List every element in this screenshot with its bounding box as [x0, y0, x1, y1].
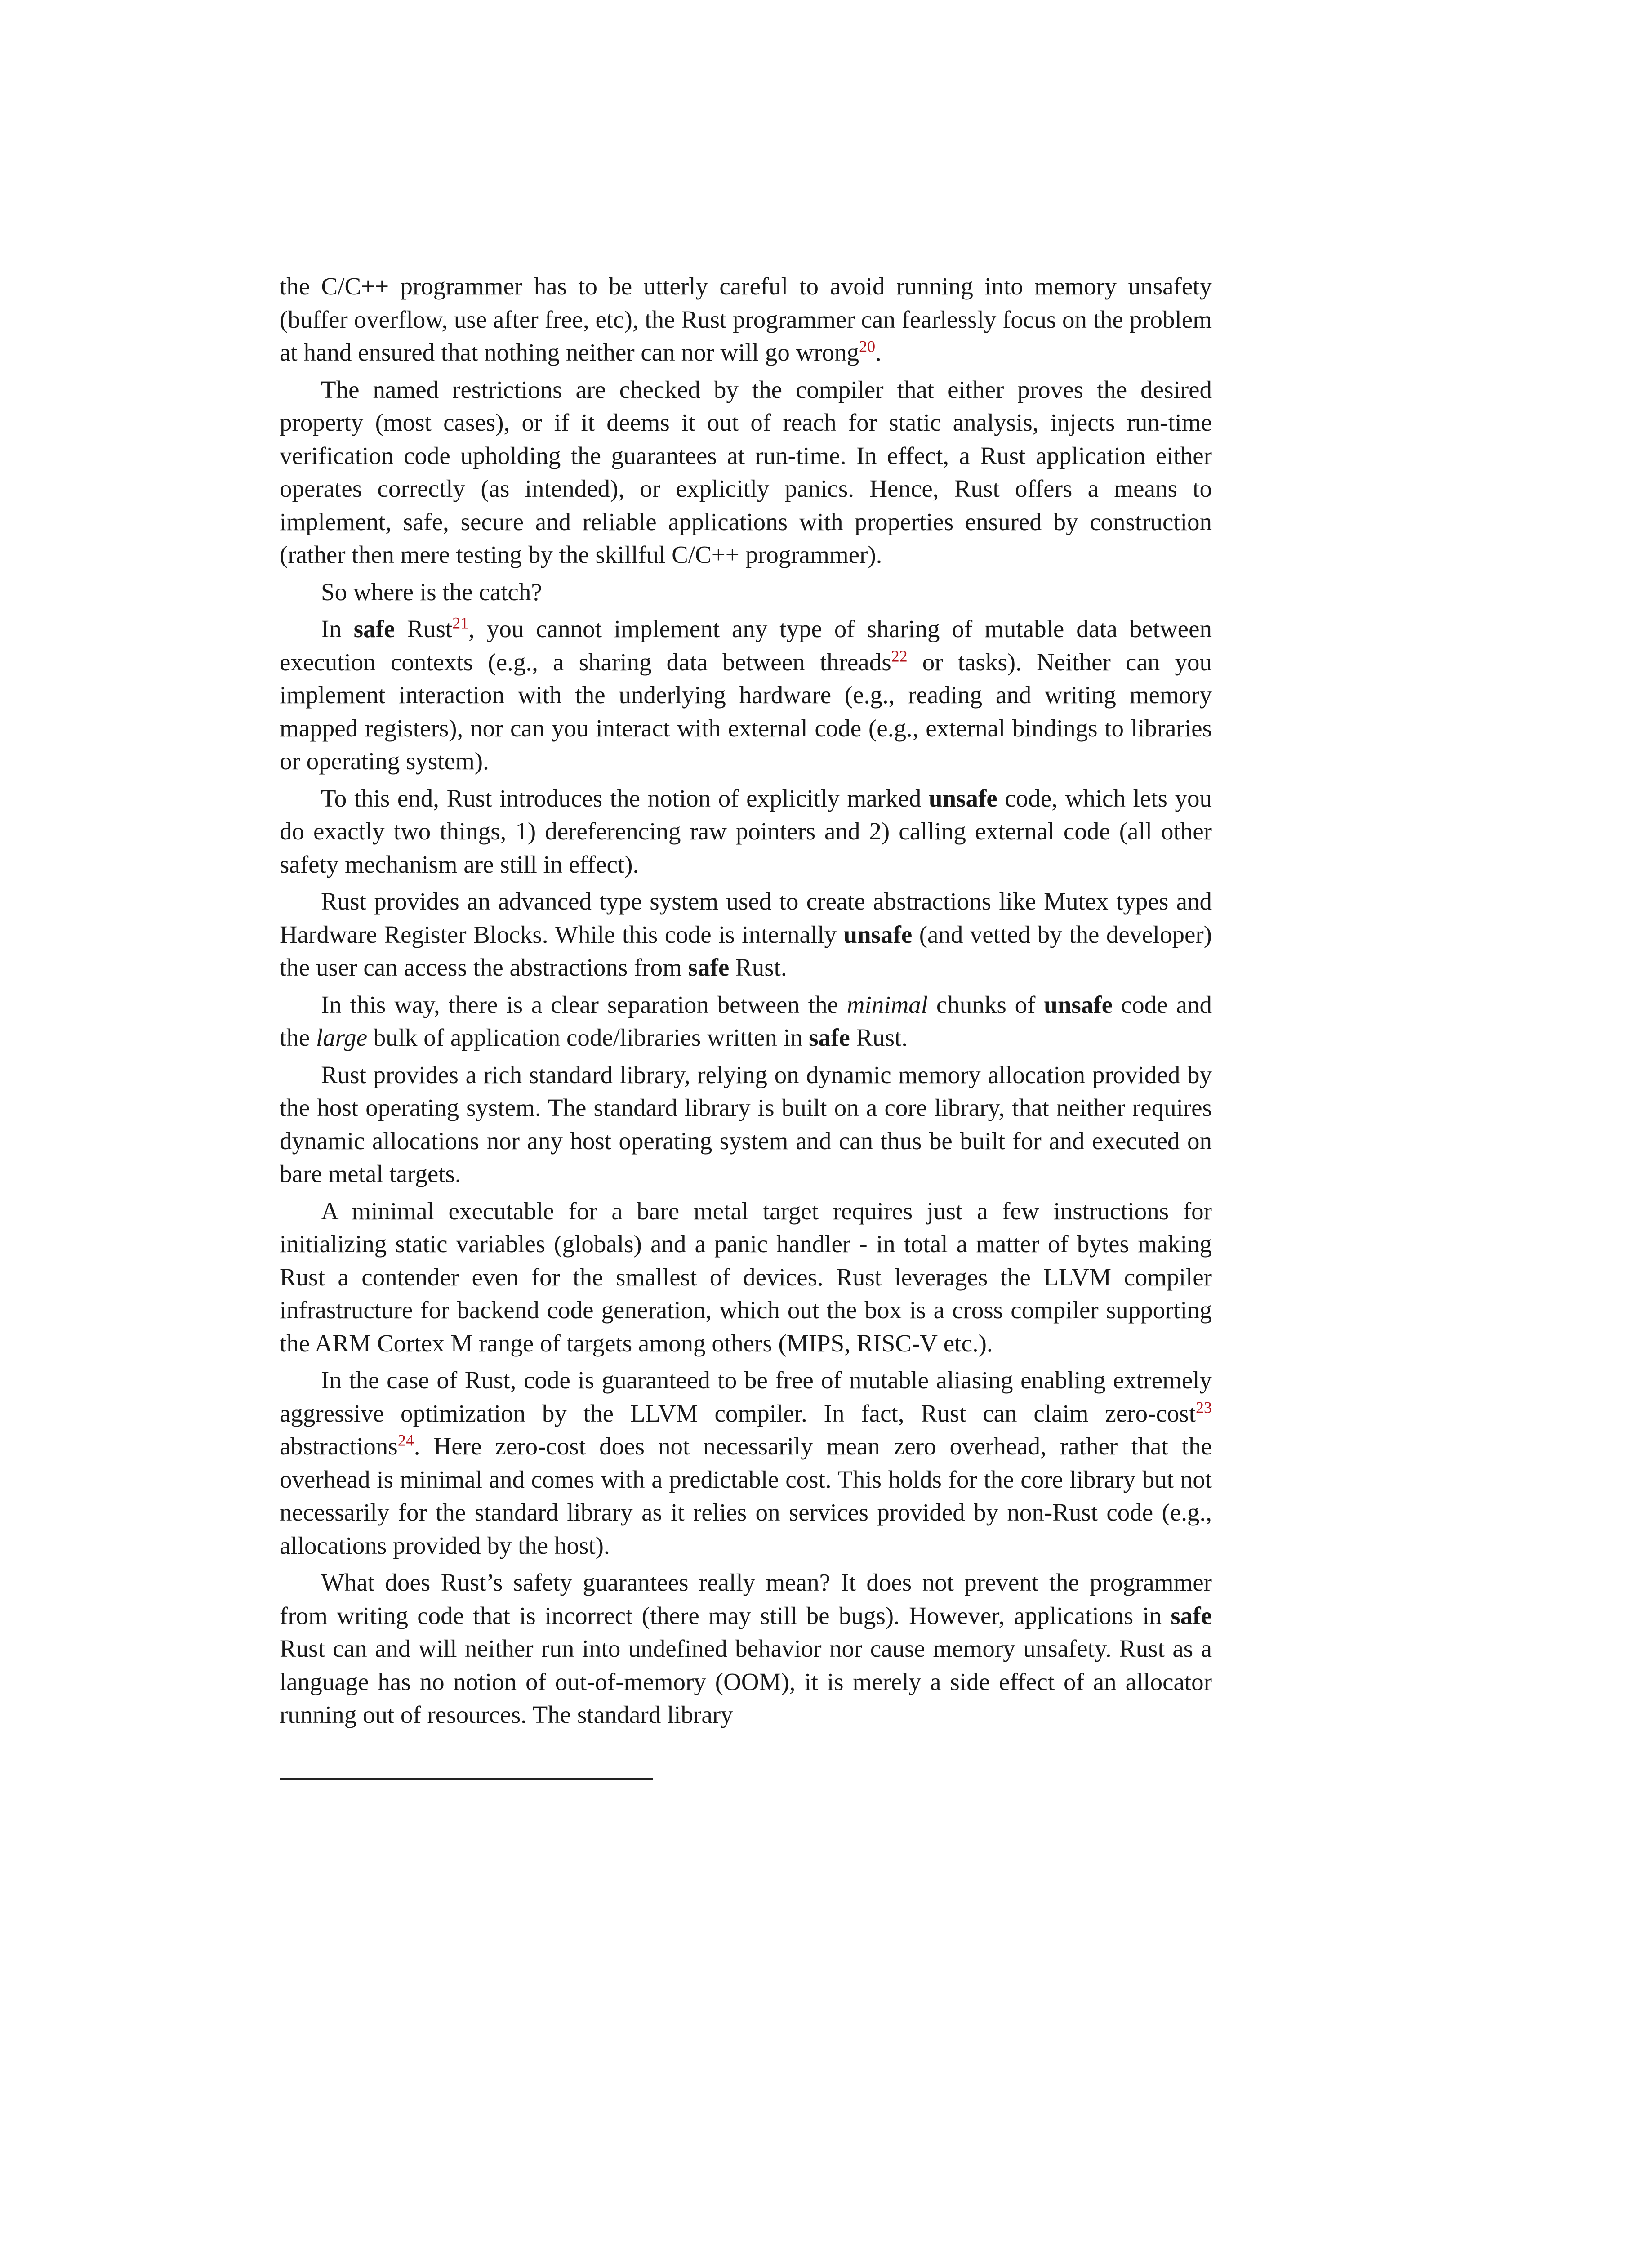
- paragraph-1-end: .: [875, 339, 882, 366]
- footnote-marker-21[interactable]: 21: [452, 614, 469, 632]
- paragraph-6-text: Rust.: [729, 954, 787, 981]
- paragraph-4-text: , you cannot implement any type of sharing of mutable data between execution contexts (e.g., a sharing data between threads: [280, 615, 1212, 676]
- paragraph-6-text: Rust provides an advanced type system used to create abstractions like Mutex types and Hardware Register Blocks. While this code is internally: [280, 888, 1212, 948]
- paragraph-1-text: the C/C++ programmer has to be utterly careful to avoid running into memory unsafety (buffer overflow, use after free, etc), the Rust programmer can fearlessly focus on the problem at hand ensured that nothing neither can nor will go wrong: [280, 272, 1212, 366]
- paragraph-7-text: Rust.: [850, 1024, 908, 1051]
- paragraph-2: The named restrictions are checked by the compiler that either proves the desired property (most cases), or if it deems it out of reach for static analysis, injects run-time verification code upholding the guarantees at run-time. In effect, a Rust application either operates correctly (as intended), or explicitly panics. Hence, Rust offers a means to implement, safe, secure and reliable applications with properties ensured by construction (rather then mere testing by the skillful C/C++ programmer).: [280, 375, 1212, 568]
- paragraph-6: [280, 885, 1212, 984]
- paragraph-11: [280, 1566, 1212, 1731]
- paragraph-11-text: What does Rust’s safety guarantees really mean? It does not prevent the programmer from writing code that is incorrect (there may still be bugs). However, applications in: [280, 1569, 1212, 1629]
- paragraph-5-text: code, which lets you do exactly two things, 1) dereferencing raw pointers and 2) calling external code (all other safety mechanism are still in effect).: [280, 784, 1212, 878]
- paragraph-10: [280, 1364, 1212, 1562]
- paragraph-5: [280, 782, 1212, 881]
- bold-unsafe: unsafe: [1044, 990, 1113, 1018]
- bold-safe: safe: [809, 1024, 850, 1051]
- bold-unsafe: unsafe: [843, 920, 913, 948]
- paragraph-7: [280, 988, 1212, 1054]
- italic-minimal: minimal: [846, 990, 928, 1018]
- footnote-marker-23[interactable]: 23: [1196, 1398, 1212, 1417]
- paragraph-7-text: In this way, there is a clear separation between the: [321, 990, 847, 1018]
- paragraph-7-text: bulk of application code/libraries written in: [367, 1024, 809, 1051]
- paragraph-8: Rust provides a rich standard library, relying on dynamic memory allocation provided by the host operating system. The standard library is built on a core library, that neither requires dynamic allocations nor any host operating system and can thus be built for and executed on bare metal targets.: [280, 1061, 1212, 1187]
- paragraph-10-text: abstractions: [280, 1432, 398, 1460]
- footnote-marker-20[interactable]: 20: [859, 337, 876, 356]
- paragraph-4-text: Rust: [395, 615, 453, 642]
- body-text: [280, 270, 1212, 1735]
- paragraph-10-text: . Here zero-cost does not necessarily mean zero overhead, rather that the overhead is minimal and comes with a predictable cost. This holds for the core library but not necessarily for the standard library as it relies on services provided by non-Rust code (e.g., allocations provided by the host).: [280, 1432, 1212, 1559]
- paragraph-7-text: code and the: [280, 990, 1212, 1051]
- bold-unsafe: unsafe: [928, 784, 997, 812]
- paragraph-4-text: or tasks). Neither can you implement interaction with the underlying hardware (e.g., reading and writing memory mapped registers), nor can you interact with external code (e.g., external bindings to libraries or operating system).: [280, 648, 1212, 775]
- bold-safe: safe: [353, 615, 395, 642]
- paragraph-3: So where is the catch?: [321, 578, 542, 606]
- bold-safe: safe: [688, 954, 730, 981]
- footnote-marker-24[interactable]: 24: [397, 1431, 414, 1450]
- paragraph-9: A minimal executable for a bare metal target requires just a few instructions for initializing static variables (globals) and a panic handler - in total a matter of bytes making Rust a contender even for the smallest of devices. Rust leverages the LLVM compiler infrastructure for backend code generation, which out the box is a cross compiler supporting the ARM Cortex M range of targets among others (MIPS, RISC-V etc.).: [280, 1197, 1212, 1357]
- paragraph-7-text: chunks of: [928, 990, 1044, 1018]
- paragraph-4-text: In: [321, 615, 354, 642]
- paragraph-5-text: To this end, Rust introduces the notion of explicitly marked: [321, 784, 929, 812]
- paragraph-11-text: Rust can and will neither run into undefined behavior nor cause memory unsafety. Rust as a language has no notion of out-of-memory (OOM), it is merely a side effect of an allocator running out of resources. The standard library: [280, 1635, 1212, 1728]
- footnote-marker-22[interactable]: 22: [891, 647, 908, 665]
- paragraph-6-text: (and vetted by the developer) the user can access the abstractions from: [280, 920, 1212, 981]
- bold-safe: safe: [1171, 1601, 1212, 1629]
- paragraph-4: [280, 612, 1212, 778]
- footnote-separator-rule: [280, 1778, 653, 1780]
- italic-large: large: [316, 1024, 368, 1051]
- paragraph-10-text: In the case of Rust, code is guaranteed to be free of mutable aliasing enabling extremely aggressive optimization by the LLVM compiler. In fact, Rust can claim zero-cost: [280, 1366, 1212, 1427]
- paragraph-1: [280, 270, 1212, 369]
